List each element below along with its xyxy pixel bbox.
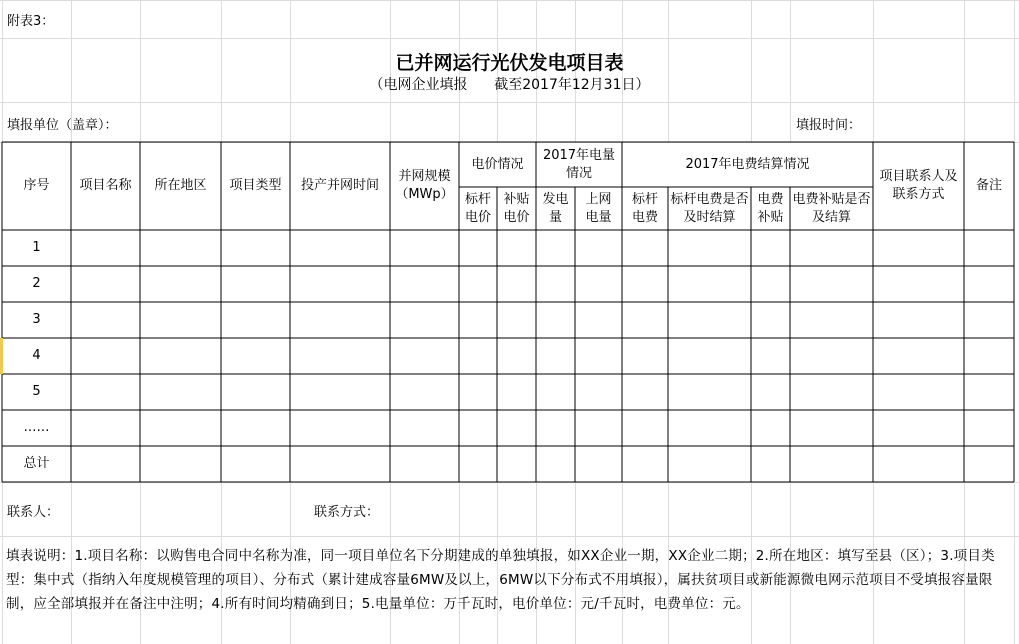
header-scale[interactable]: [390, 142, 459, 230]
header-region[interactable]: 所在地区: [154, 178, 207, 193]
reporting-time-label[interactable]: 填报时间：: [796, 118, 862, 133]
header-contact[interactable]: 项目联系人及联系方式: [879, 169, 958, 202]
appendix-label[interactable]: 附表3：: [7, 14, 55, 29]
header-benchmark-fee-settled[interactable]: 标杆电费是否及时结算: [670, 191, 749, 225]
row-label[interactable]: 4: [32, 348, 41, 363]
row-label[interactable]: 2: [32, 276, 41, 291]
contact-method-label[interactable]: 联系方式：: [314, 505, 380, 520]
header-benchmark-price[interactable]: 标杆电价: [464, 191, 491, 225]
header-subsidy-settled[interactable]: 电费补贴是否及结算: [792, 191, 871, 225]
header-remark[interactable]: 备注: [975, 178, 1002, 193]
header-subsidy-price[interactable]: 补贴电价: [503, 191, 530, 225]
header-project-type[interactable]: 项目类型: [229, 178, 282, 193]
header-price-group[interactable]: 电价情况: [471, 156, 524, 172]
header-benchmark-fee[interactable]: 标杆电费: [631, 191, 658, 225]
row-label[interactable]: 1: [32, 240, 41, 255]
header-scale-line1: 并网规模: [398, 169, 451, 184]
row-label-total[interactable]: 总计: [23, 456, 50, 471]
header-grid-energy[interactable]: 上网电量: [585, 191, 612, 225]
row-label[interactable]: 3: [32, 312, 41, 327]
header-energy-group[interactable]: 2017年电量情况: [542, 147, 616, 181]
header-project-name[interactable]: 项目名称: [79, 178, 132, 193]
header-fee-subsidy[interactable]: 电费补贴: [757, 191, 784, 225]
header-scale-line2: （MWp）: [395, 187, 454, 202]
header-grid-time[interactable]: 投产并网时间: [300, 178, 379, 193]
header-generation[interactable]: 发电量: [542, 191, 569, 225]
sheet-title[interactable]: 已并网运行光伏发电项目表: [395, 52, 624, 74]
header-seq[interactable]: 序号: [23, 178, 50, 193]
row-label[interactable]: ……: [23, 420, 50, 435]
header-settlement-group[interactable]: 2017年电费结算情况: [685, 156, 810, 172]
row-label[interactable]: 5: [32, 384, 41, 399]
contact-person-label[interactable]: 联系人：: [7, 505, 60, 520]
sheet-subtitle[interactable]: （电网企业填报 截至2017年12月31日）: [369, 77, 650, 93]
reporting-unit-label[interactable]: 填报单位（盖章）：: [7, 118, 118, 133]
instructions-note[interactable]: 填表说明：1.项目名称：以购售电合同中名称为准，同一项目单位名下分期建成的单独填报，如XX企业一期，XX企业二期；2.所在地区：填写至县（区）；3.项目类型：集中式（指纳入年度规模管理的项目）、分布式（累计建成容量6MW及以上，6MW以下分布式不用填报），属扶贫项目或新能源微电网示范项目不受填报容量限制，应全部填报并在备注中注明；4.所有时间均精确到日；5.电量单位：万千瓦时，电价单位：元/千瓦时，电费单位：元。: [6, 548, 995, 612]
